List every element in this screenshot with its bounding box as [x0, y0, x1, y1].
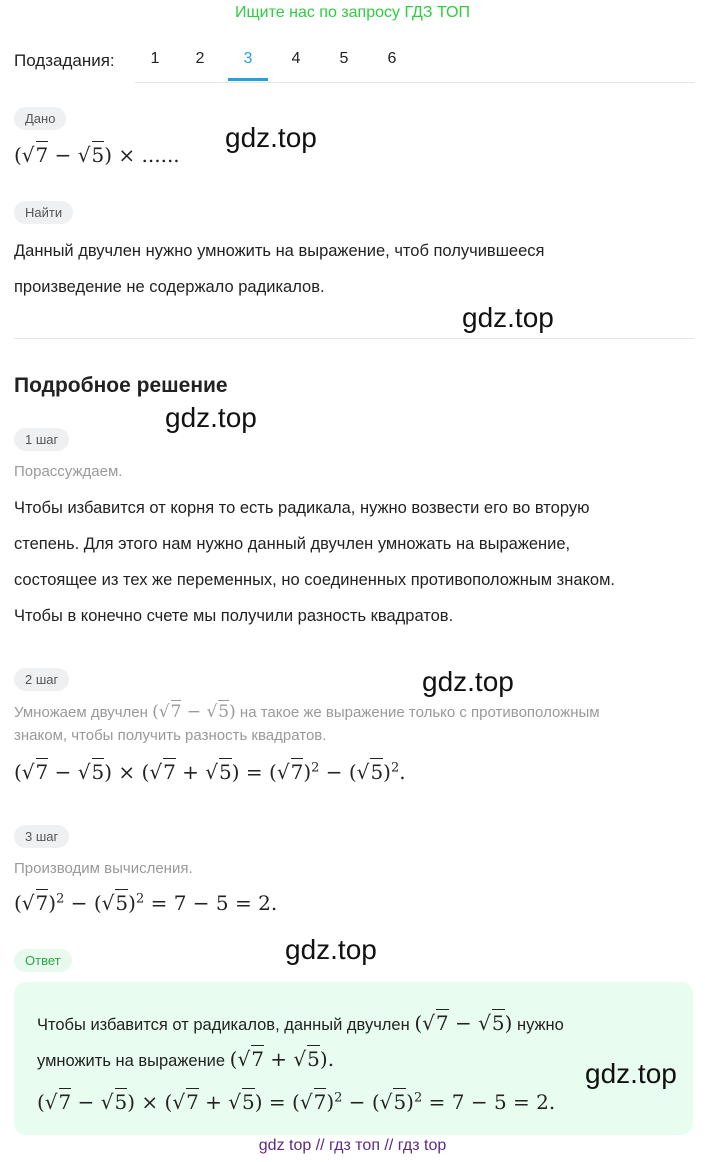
find-line-2: произведение не содержало радикалов. — [14, 278, 325, 296]
step-2-intro-2: знаком, чтобы получить разность квадратов. — [14, 727, 327, 744]
watermark: gdz.top — [165, 402, 257, 433]
answer-badge: Ответ — [14, 949, 72, 972]
find-line-1: Данный двучлен нужно умножить на выражение, чтоб получившееся — [14, 242, 545, 260]
section-divider — [14, 338, 694, 339]
solution-title: Подробное решение — [14, 374, 228, 397]
watermark: gdz.top — [462, 302, 554, 333]
footer-links[interactable]: gdz top // гдз топ // гдз top — [258, 1137, 447, 1154]
step-1-badge: 1 шаг — [14, 428, 69, 451]
step-3-badge: 3 шаг — [14, 825, 69, 848]
subtask-tabs — [135, 40, 695, 83]
step-3-intro: Производим вычисления. — [14, 860, 193, 877]
step-3-formula: $(√7)^2 - (√5)^2 = 7 - 5 = 2$. — [14, 891, 278, 915]
step-2-badge: 2 шаг — [14, 668, 69, 691]
tab-2[interactable]: 2 — [195, 50, 205, 67]
answer-line-2: умножить на выражение (√7 + √5). — [37, 1047, 335, 1071]
step-2-formula: $(√7 - √5) \times (√7 + √5) = (√7)^2 - (√5)^2$. — [14, 760, 406, 784]
answer-line-1: Чтобы избавится от радикалов, данный двучлен (√7 − √5) нужно — [37, 1011, 564, 1035]
step-1-line-1: Чтобы избавится от корня то есть радикала, нужно возвести его во вторую — [14, 499, 590, 517]
tab-4[interactable]: 4 — [291, 50, 301, 67]
step-1-line-4: Чтобы в конечно счете мы получили разность квадратов. — [14, 607, 454, 625]
tab-1[interactable]: 1 — [150, 50, 160, 67]
promo-text: Ищите нас по запросу ГДЗ ТОП — [235, 4, 470, 21]
watermark: gdz.top — [285, 934, 377, 965]
step-1-intro: Порассуждаем. — [14, 463, 123, 480]
watermark: gdz.top — [225, 122, 317, 153]
find-badge: Найти — [14, 201, 73, 224]
step-2-intro: Умножаем двучлен (√7 − √5) на такое же выражение только с противоположным — [14, 702, 600, 722]
step-1-line-2: степень. Для этого нам нужно данный двучлен умножать на выражение, — [14, 535, 571, 553]
tab-3[interactable]: 3 — [243, 50, 253, 67]
watermark: gdz.top — [422, 666, 514, 697]
step-1-line-3: состоящее из тех же переменных, но соединенных противоположным знаком. — [14, 571, 616, 589]
active-tab-indicator — [228, 78, 268, 81]
tab-6[interactable]: 6 — [387, 50, 397, 67]
given-formula: (√7 − √5) × ...... — [14, 143, 180, 167]
watermark: gdz.top — [585, 1058, 677, 1089]
tab-5[interactable]: 5 — [339, 50, 349, 67]
answer-formula: $(√7 - √5) \times (√7 + √5) = (√7)^2 - (√5)^2 = 7 - 5 = 2$. — [37, 1090, 556, 1114]
given-badge: Дано — [14, 107, 66, 130]
subtasks-label: Подзадания: — [14, 51, 115, 70]
